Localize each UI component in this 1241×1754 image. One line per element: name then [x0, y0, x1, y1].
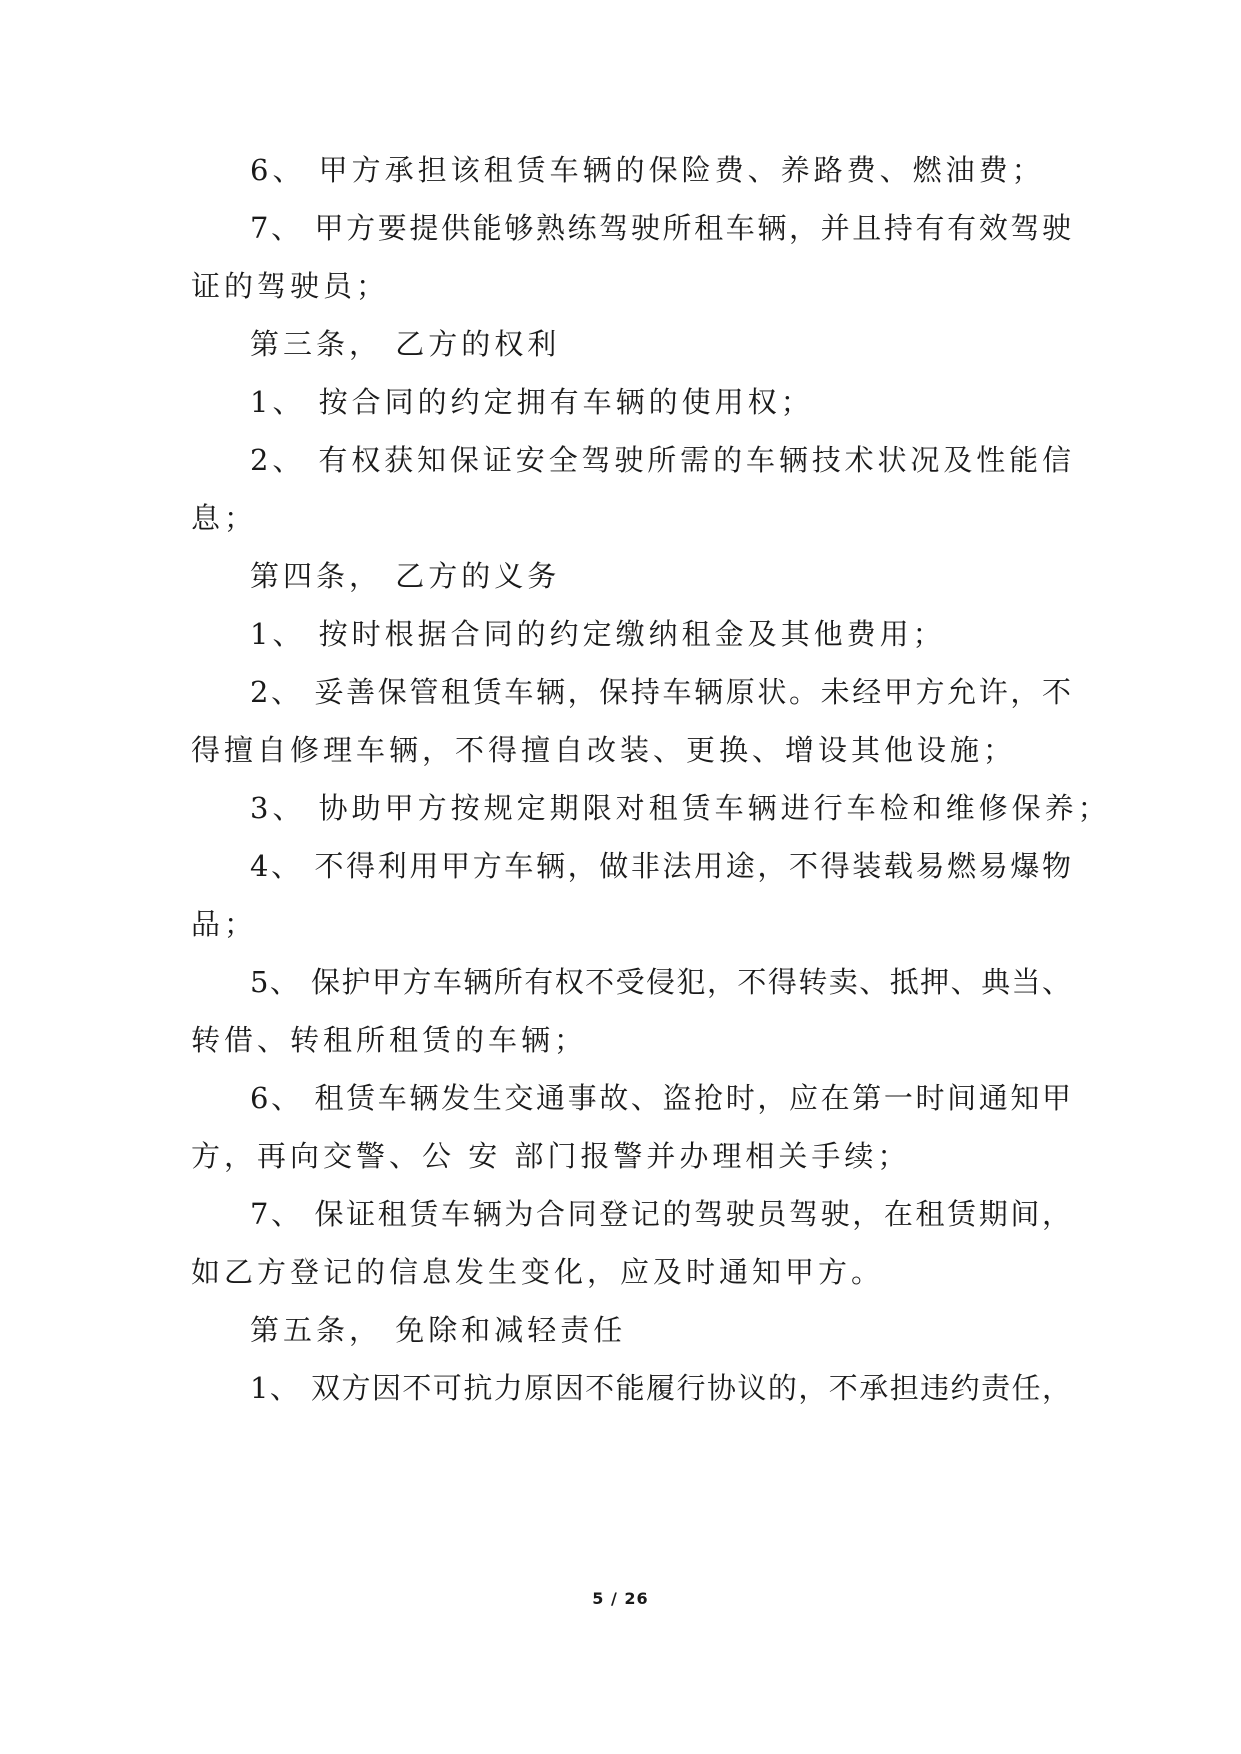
text-line: 6、 租赁车辆发生交通事故、盗抢时，应在第一时间通知甲: [250, 1081, 1071, 1115]
text-line: 证的驾驶员；: [191, 269, 390, 303]
text-line: 1、 按合同的约定拥有车辆的使用权；: [250, 385, 814, 419]
text-line: 1、 按时根据合同的约定缴纳租金及其他费用；: [250, 617, 946, 651]
section-heading: 第五条， 免除和减轻责任: [250, 1313, 627, 1347]
text-line: 2、 妥善保管租赁车辆，保持车辆原状。未经甲方允许，不: [250, 675, 1071, 709]
page-number: 5 / 26: [592, 1589, 649, 1608]
text-line: 7、 甲方要提供能够熟练驾驶所租车辆，并且持有有效驾驶: [250, 211, 1071, 245]
section-heading: 第四条， 乙方的义务: [250, 559, 561, 593]
text-line: 方，再向交警、公 安 部门报警并办理相关手续；: [191, 1139, 911, 1173]
section-heading: 第三条， 乙方的权利: [250, 327, 561, 361]
text-line: 5、 保护甲方车辆所有权不受侵犯，不得转卖、抵押、典当、: [250, 965, 1071, 999]
text-line: 4、 不得利用甲方车辆，做非法用途，不得装载易燃易爆物: [250, 849, 1071, 883]
text-line: 如乙方登记的信息发生变化，应及时通知甲方。: [191, 1255, 885, 1289]
text-line: 转借、转租所租赁的车辆；: [191, 1023, 588, 1057]
text-line: 2、 有权获知保证安全驾驶所需的车辆技术状况及性能信: [250, 443, 1071, 477]
text-line: 3、 协助甲方按规定期限对租赁车辆进行车检和维修保养；: [250, 791, 1111, 825]
text-line: 6、 甲方承担该租赁车辆的保险费、养路费、燃油费；: [250, 153, 1045, 187]
text-line: 7、 保证租赁车辆为合同登记的驾驶员驾驶，在租赁期间，: [250, 1197, 1071, 1231]
text-line: 息；: [191, 501, 258, 535]
text-line: 得擅自修理车辆，不得擅自改装、更换、增设其他设施；: [191, 733, 1017, 767]
text-line: 1、 双方因不可抗力原因不能履行协议的，不承担违约责任，: [250, 1371, 1071, 1405]
text-line: 品；: [191, 907, 258, 941]
